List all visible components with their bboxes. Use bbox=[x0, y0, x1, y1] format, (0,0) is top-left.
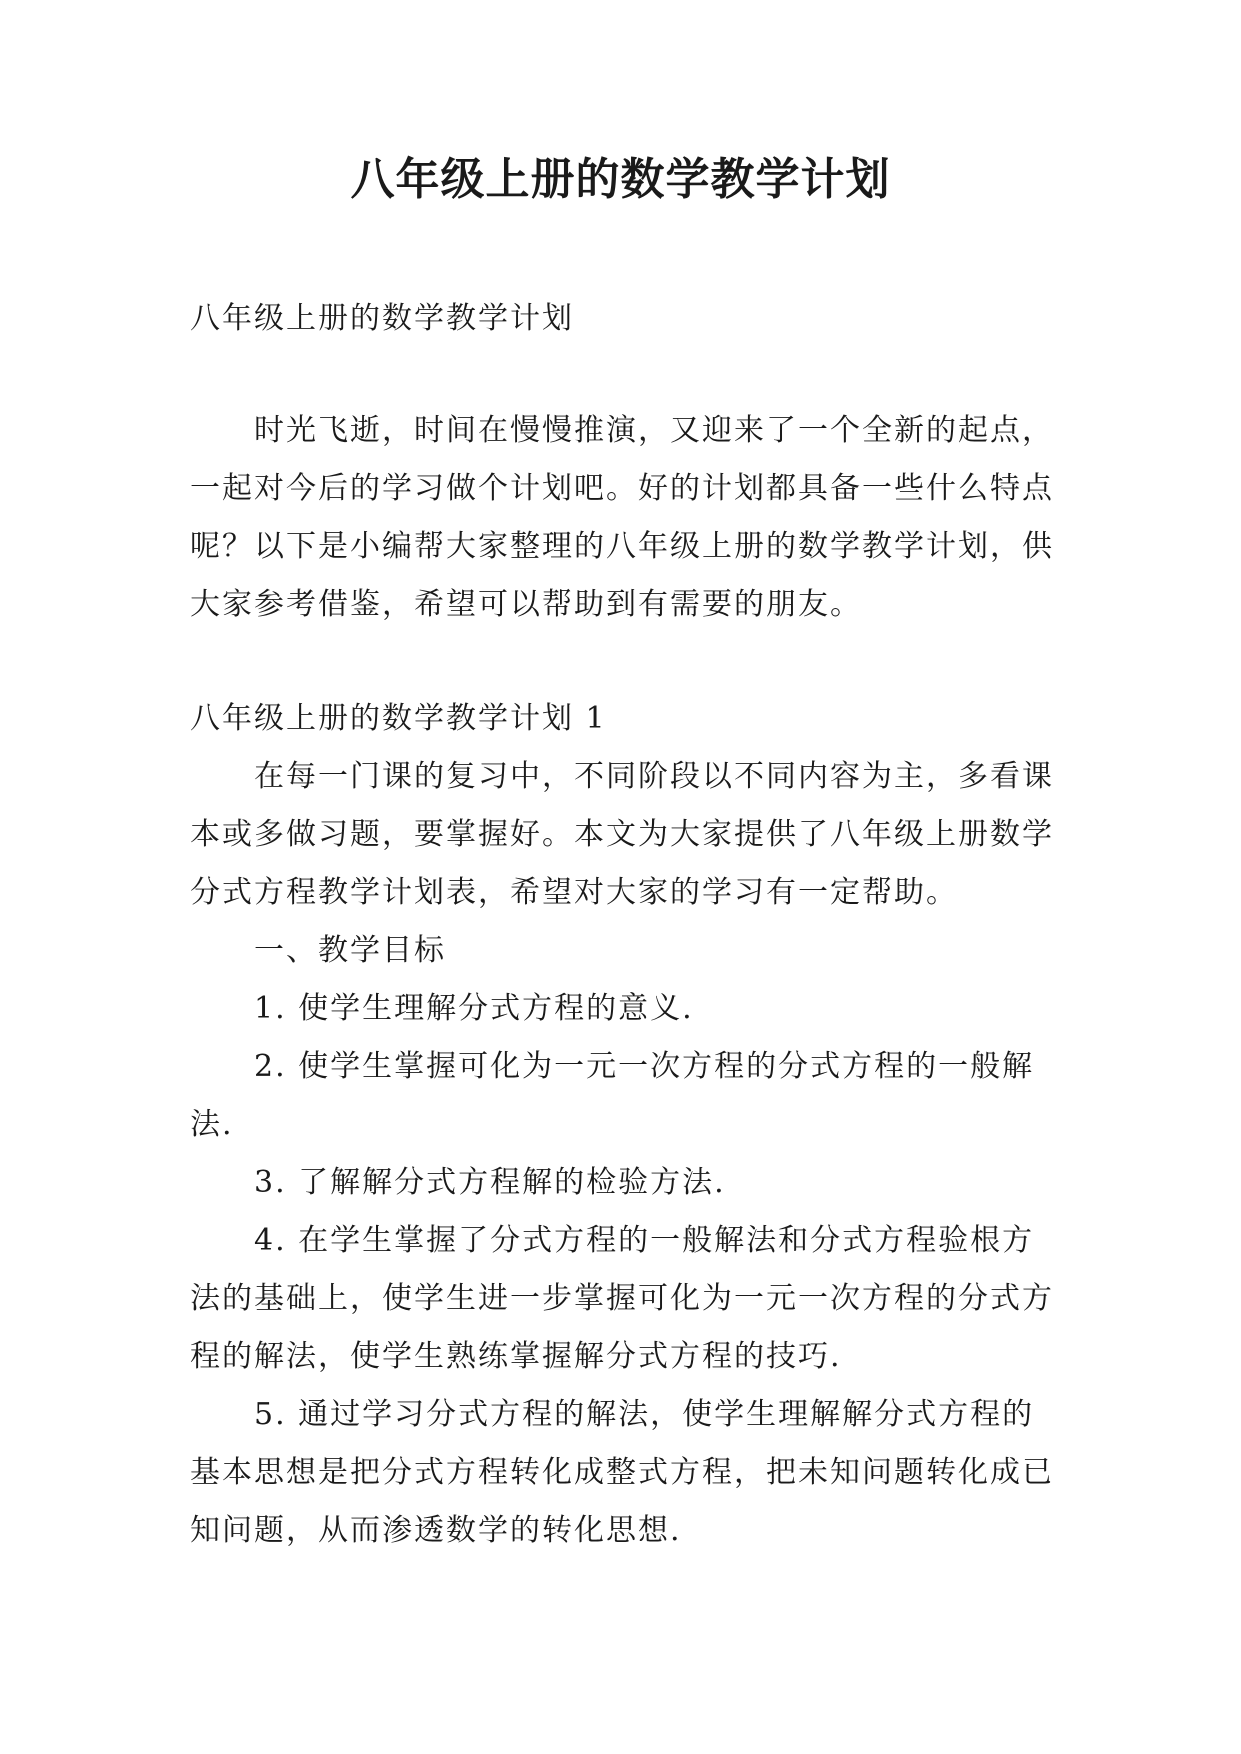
goal-item-3: 3. 了解解分式方程解的检验方法. bbox=[254, 1165, 726, 1200]
section-paragraph: 在每一门课的复习中，不同阶段以不同内容为主，多看课本或多做习题，要掌握好。本文为大家提供了八年级上册数学分式方程教学计划表，希望对大家的学习有一定帮助。 bbox=[190, 759, 1054, 910]
document-subtitle: 八年级上册的数学教学计划 bbox=[190, 301, 574, 336]
goals-heading: 一、教学目标 bbox=[254, 933, 446, 968]
section-1 bbox=[190, 690, 1060, 1560]
goal-item-1: 1. 使学生理解分式方程的意义. bbox=[254, 991, 694, 1026]
document-title: 八年级上册的数学教学计划 bbox=[350, 154, 891, 205]
goal-item-5: 5. 通过学习分式方程的解法，使学生理解解分式方程的基本思想是把分式方程转化成整式方程，把未知问题转化成已知问题，从而渗透数学的转化思想. bbox=[190, 1397, 1054, 1548]
goal-item-4: 4. 在学生掌握了分式方程的一般解法和分式方程验根方法的基础上，使学生进一步掌握可化为一元一次方程的分式方程的解法，使学生熟练掌握解分式方程的技巧. bbox=[190, 1223, 1054, 1374]
goal-item-2: 2. 使学生掌握可化为一元一次方程的分式方程的一般解法. bbox=[190, 1049, 1035, 1142]
intro-paragraph: 时光飞逝，时间在慢慢推演，又迎来了一个全新的起点，一起对今后的学习做个计划吧。好的计划都具备一些什么特点呢？以下是小编帮大家整理的八年级上册的数学教学计划，供大家参考借鉴，希望可以帮助到有需要的朋友。 bbox=[190, 413, 1054, 622]
section-heading: 八年级上册的数学教学计划 1 bbox=[190, 701, 607, 736]
